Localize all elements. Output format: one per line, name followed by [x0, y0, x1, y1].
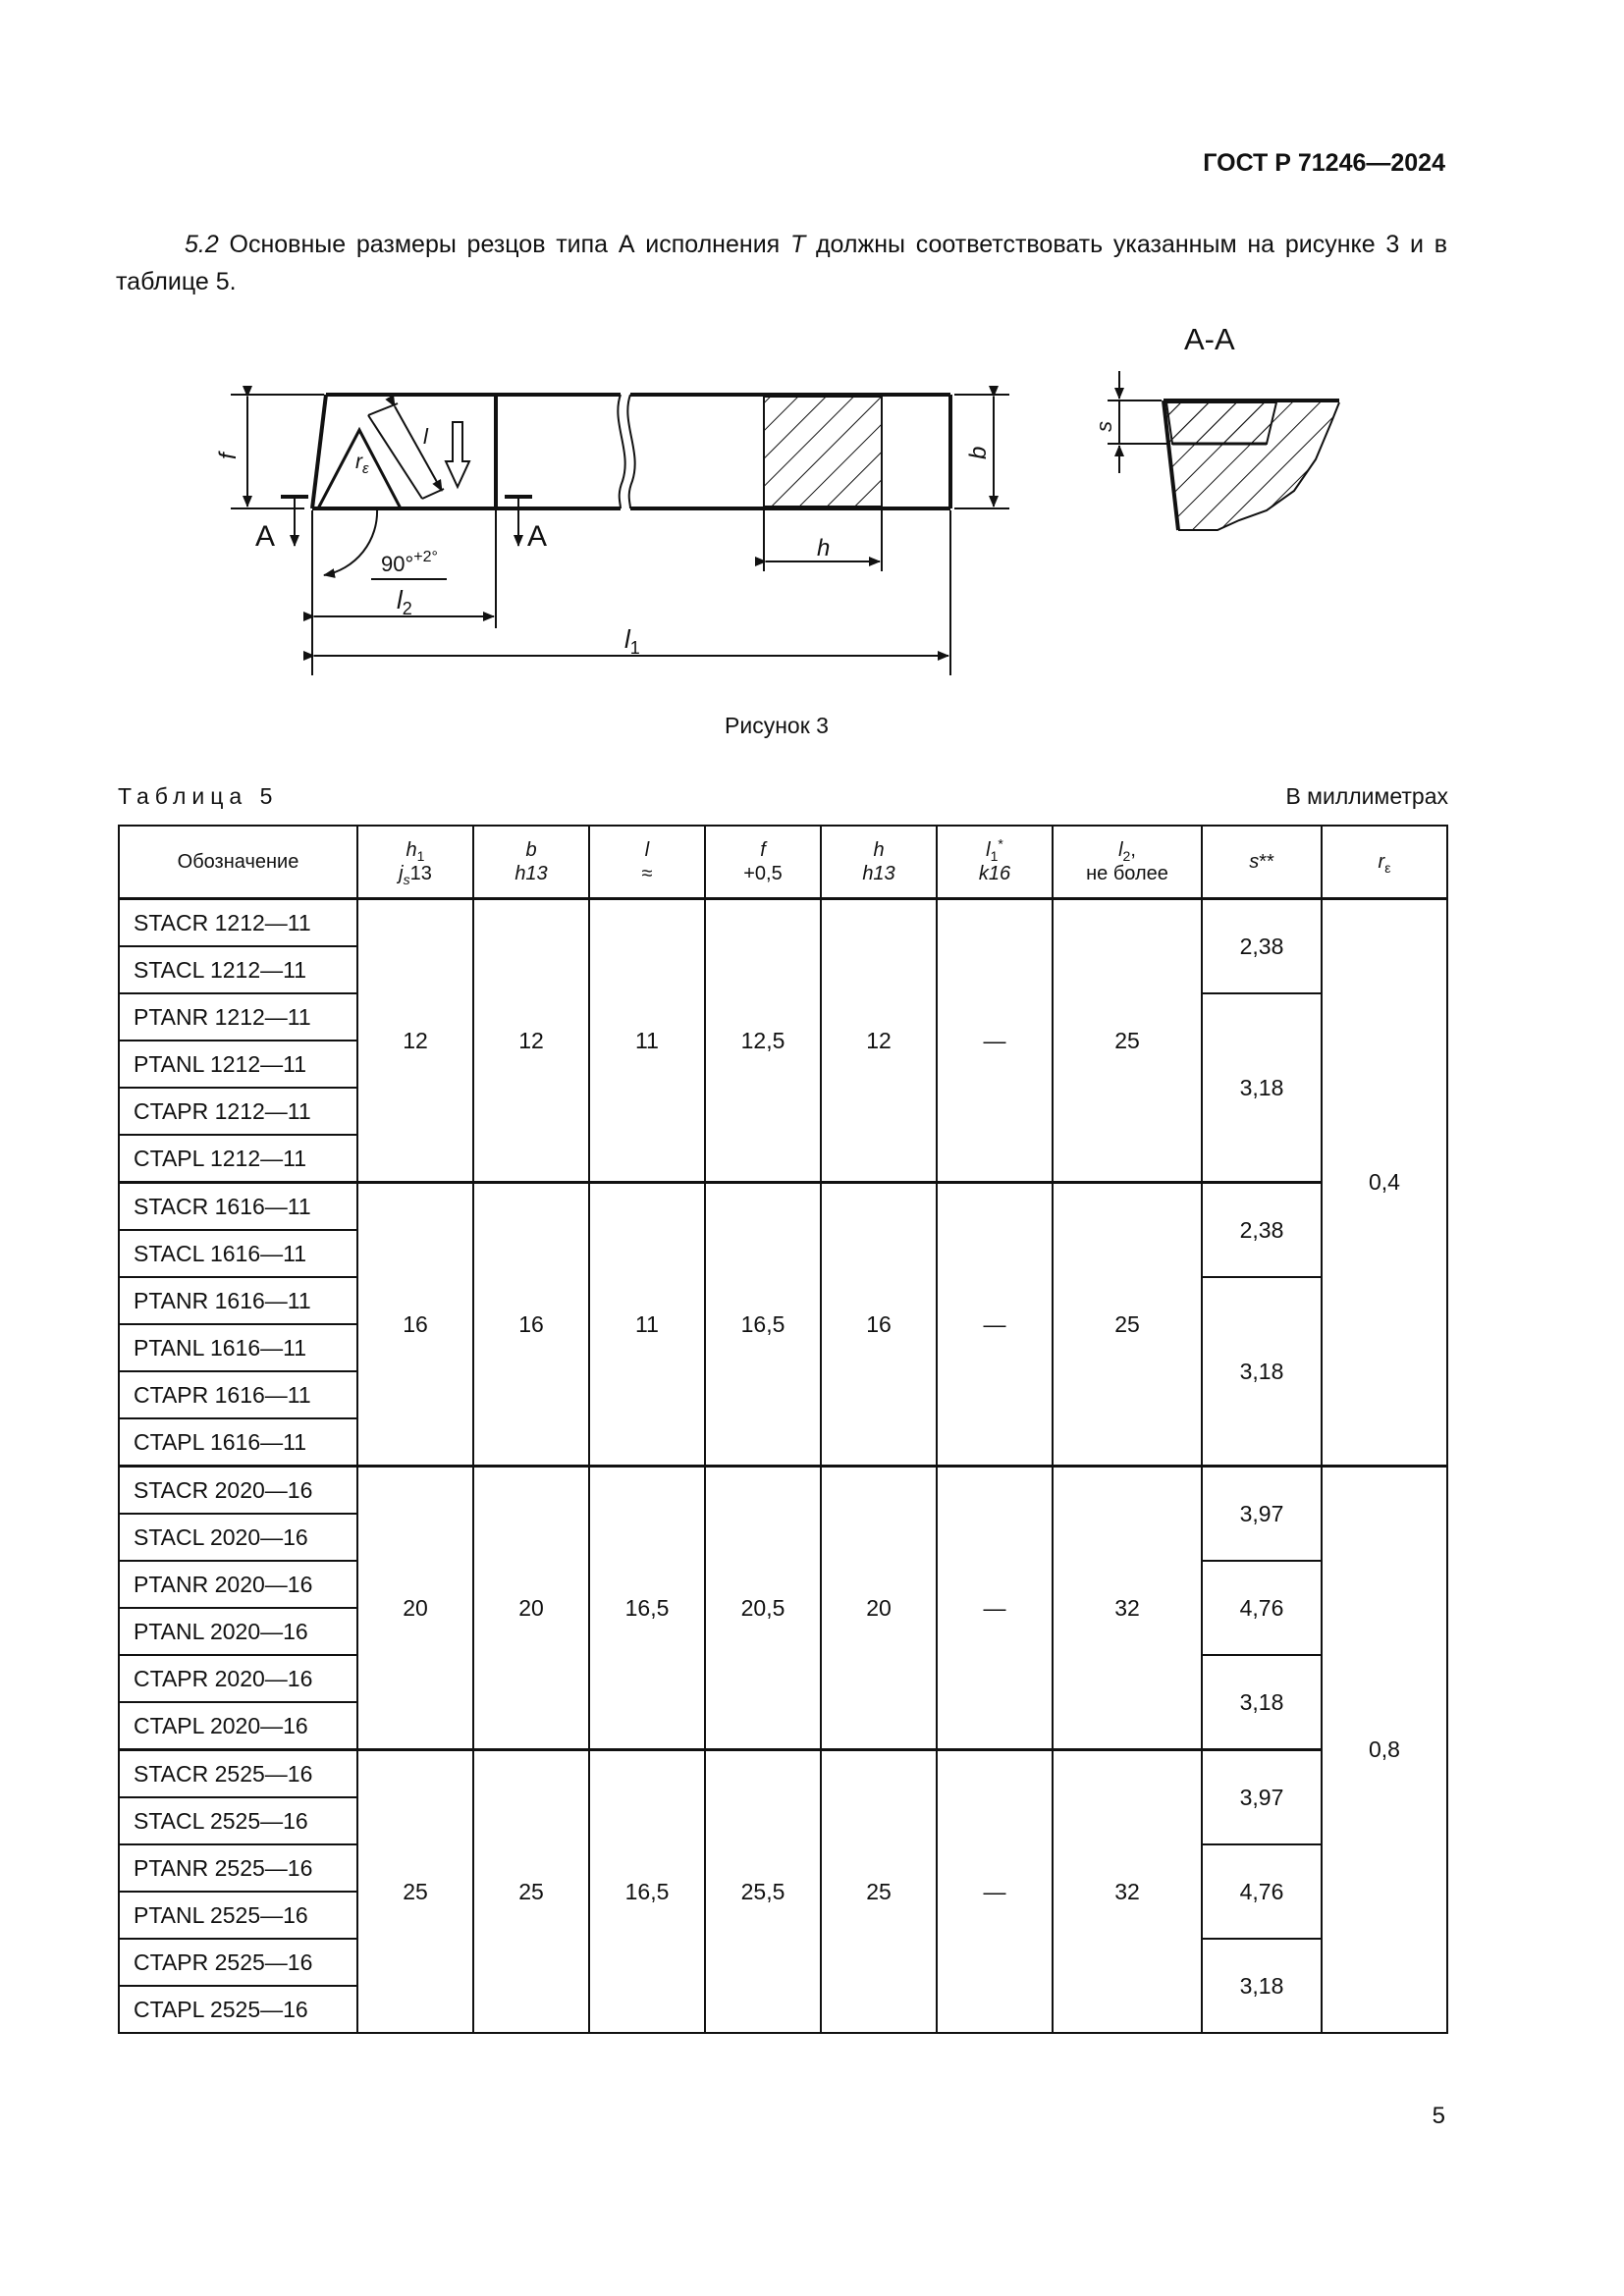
f-cell: 25,5 [705, 1750, 821, 2034]
header-l2: $l_2$, не более [1053, 826, 1202, 899]
header-h1: $h_1$ $j_s13$ [357, 826, 473, 899]
designation-cell: STACR 2525—16 [119, 1750, 357, 1798]
dim-s-label: s [1092, 421, 1116, 432]
s-cell: 2,38 [1202, 899, 1322, 994]
r-cell: 0,8 [1322, 1467, 1447, 2034]
l-cell: 16,5 [589, 1750, 705, 2034]
header-h: h h13 [821, 826, 937, 899]
s-cell: 3,18 [1202, 1655, 1322, 1750]
l1-cell: — [937, 1467, 1053, 1750]
designation-cell: STACR 2020—16 [119, 1467, 357, 1515]
b-cell: 25 [473, 1750, 589, 2034]
designation-cell: CTAPR 2525—16 [119, 1939, 357, 1986]
dim-l-label: l [423, 424, 428, 449]
designation-cell: PTANR 1212—11 [119, 993, 357, 1041]
dimensions-table [118, 825, 1448, 2034]
l2-cell: 25 [1053, 899, 1202, 1183]
s-cell: 3,18 [1202, 1939, 1322, 2033]
feed-direction-arrow [446, 422, 469, 487]
s-cell: 4,76 [1202, 1844, 1322, 1939]
designation-cell: PTANR 2020—16 [119, 1561, 357, 1608]
designation-cell: CTAPR 2020—16 [119, 1655, 357, 1702]
l1-cell: — [937, 1183, 1053, 1467]
dim-l1-label: $l_1$ [624, 624, 640, 658]
designation-cell: PTANL 2020—16 [119, 1608, 357, 1655]
header-designation: Обозначение [119, 826, 357, 899]
dim-l2-label: $l_2$ [397, 585, 412, 618]
designation-cell: PTANL 2525—16 [119, 1892, 357, 1939]
l-cell: 11 [589, 899, 705, 1183]
designation-cell: CTAPL 2020—16 [119, 1702, 357, 1750]
header-f: f +0,5 [705, 826, 821, 899]
break-line [618, 395, 634, 508]
designation-cell: STACL 2525—16 [119, 1797, 357, 1844]
dim-h-label: h [817, 535, 831, 561]
designation-cell: STACL 1212—11 [119, 946, 357, 993]
intro-italic-t: T [789, 231, 806, 258]
l1-cell: — [937, 1750, 1053, 2034]
l2-cell: 32 [1053, 1467, 1202, 1750]
clause-number: 5.2 [185, 231, 219, 258]
b-cell: 12 [473, 899, 589, 1183]
cutting-insert [318, 403, 444, 508]
section-mark-left: А [255, 520, 276, 553]
table-row [119, 1467, 1447, 1515]
hatched-section [764, 397, 882, 507]
section-view-title: А-А [1184, 322, 1235, 356]
table-row [119, 899, 1447, 947]
s-cell: 2,38 [1202, 1183, 1322, 1278]
table-row [119, 1183, 1447, 1231]
designation-cell: PTANR 1616—11 [119, 1277, 357, 1324]
designation-cell: STACR 1212—11 [119, 899, 357, 947]
angle-label: 90°$^{+2^\circ}$ [381, 549, 438, 576]
h1-cell: 12 [357, 899, 473, 1183]
figure-3-drawing [0, 0, 1624, 707]
l2-cell: 25 [1053, 1183, 1202, 1467]
s-cell: 3,18 [1202, 1277, 1322, 1467]
s-cell: 3,97 [1202, 1750, 1322, 1845]
table-title: Таблица 5 [118, 783, 279, 809]
h-cell: 16 [821, 1183, 937, 1467]
header-l: l ≈ [589, 826, 705, 899]
h-cell: 20 [821, 1467, 937, 1750]
designation-cell: PTANR 2525—16 [119, 1844, 357, 1892]
designation-cell: CTAPL 1212—11 [119, 1135, 357, 1183]
s-cell: 3,97 [1202, 1467, 1322, 1562]
figure-caption: Рисунок 3 [725, 713, 829, 738]
designation-cell: CTAPL 1616—11 [119, 1418, 357, 1467]
h1-cell: 25 [357, 1750, 473, 2034]
section-view-drawing [1108, 371, 1339, 530]
page-number: 5 [1432, 2103, 1445, 2129]
table-unit: В миллиметрах [1285, 783, 1448, 809]
intro-text-1: Основные размеры резцов типа А исполнения [218, 231, 790, 258]
f-cell: 12,5 [705, 899, 821, 1183]
designation-cell: CTAPR 1212—11 [119, 1088, 357, 1135]
designation-cell: CTAPL 2525—16 [119, 1986, 357, 2033]
l-cell: 16,5 [589, 1467, 705, 1750]
designation-cell: CTAPR 1616—11 [119, 1371, 357, 1418]
intro-text-2: должны соответствовать указанным на рисунке 3 и в таблице 5. [116, 231, 1447, 295]
b-cell: 20 [473, 1467, 589, 1750]
dimension-lines [231, 395, 1009, 675]
dim-b-label: b [965, 446, 992, 459]
h1-cell: 16 [357, 1183, 473, 1467]
l-cell: 11 [589, 1183, 705, 1467]
designation-cell: STACL 1616—11 [119, 1230, 357, 1277]
f-cell: 20,5 [705, 1467, 821, 1750]
r-cell: 0,4 [1322, 899, 1447, 1467]
h1-cell: 20 [357, 1467, 473, 1750]
designation-cell: STACR 1616—11 [119, 1183, 357, 1231]
table-header-row [119, 826, 1447, 899]
h-cell: 12 [821, 899, 937, 1183]
b-cell: 16 [473, 1183, 589, 1467]
designation-cell: PTANL 1616—11 [119, 1324, 357, 1371]
radius-label: $r_\varepsilon$ [355, 451, 369, 477]
designation-cell: STACL 2020—16 [119, 1514, 357, 1561]
section-mark-right: А [527, 520, 548, 553]
header-b: b h13 [473, 826, 589, 899]
l1-cell: — [937, 899, 1053, 1183]
header-s: s** [1202, 826, 1322, 899]
header-r: $r_\varepsilon$ [1322, 826, 1447, 899]
header-l1: $l_1^*$ k16 [937, 826, 1053, 899]
document-code: ГОСТ Р 71246—2024 [1203, 149, 1445, 177]
s-cell: 3,18 [1202, 993, 1322, 1183]
designation-cell: PTANL 1212—11 [119, 1041, 357, 1088]
s-cell: 4,76 [1202, 1561, 1322, 1655]
h-cell: 25 [821, 1750, 937, 2034]
f-cell: 16,5 [705, 1183, 821, 1467]
dim-f-label: f [215, 453, 242, 459]
table-row [119, 1750, 1447, 1798]
l2-cell: 32 [1053, 1750, 1202, 2034]
